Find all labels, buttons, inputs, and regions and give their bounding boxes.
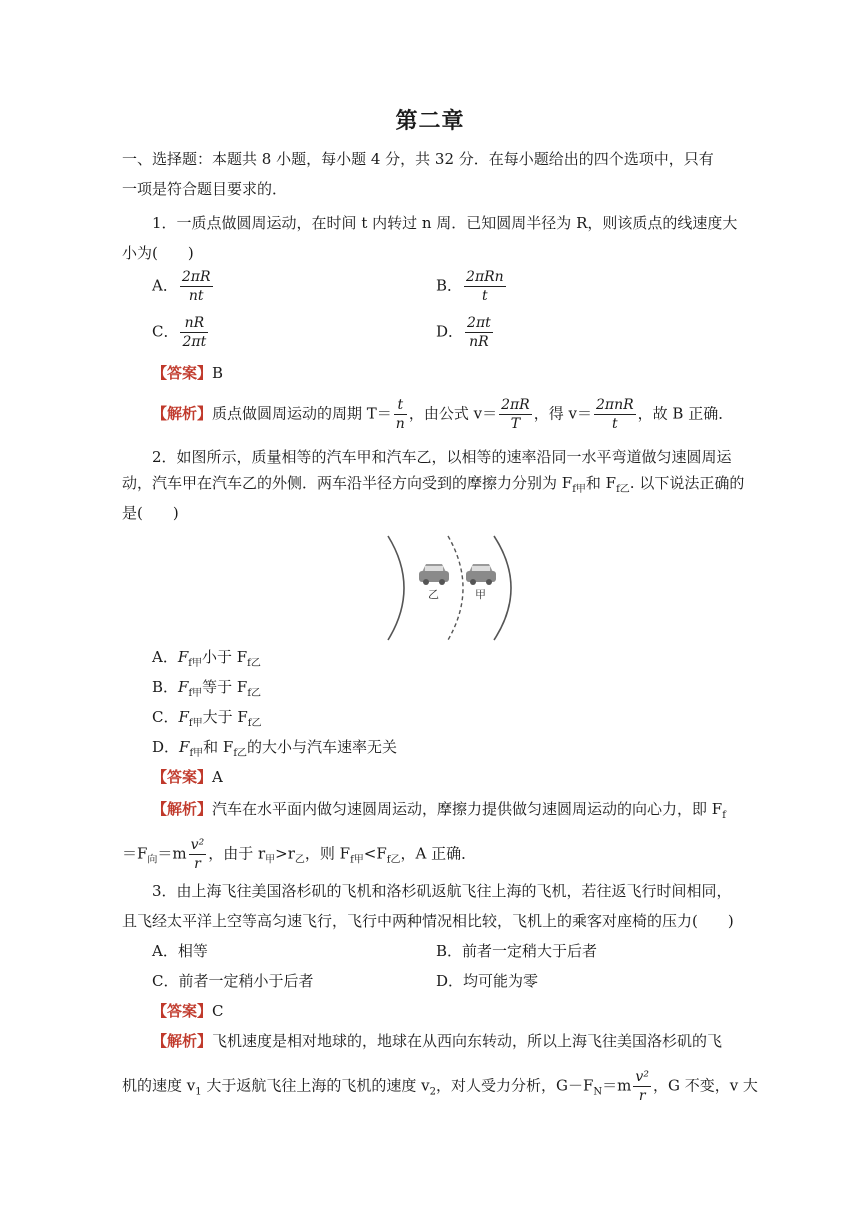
answer-tag: 【答案】	[152, 364, 213, 382]
section-heading-line1: 一、选择题：本题共 8 小题，每小题 4 分，共 32 分．在每小题给出的四个选项中，只有	[122, 150, 714, 168]
analysis-tag: 【解析】	[152, 1032, 213, 1050]
q3-option-a[interactable]: A．相等	[152, 942, 208, 960]
answer-tag: 【答案】	[152, 768, 213, 786]
q2-option-b[interactable]: B．$F_{f甲}$等于 $F_{f乙}$	[152, 678, 262, 699]
q3-answer: 【答案】C	[152, 1002, 224, 1020]
q1-option-d[interactable]: D． $\frac{2\pi t}{nR}$	[436, 315, 491, 350]
car-yi-icon	[419, 564, 449, 585]
q2-stem-line3: 是( )	[122, 504, 179, 522]
outer-road-edge	[494, 536, 511, 640]
q1-option-c[interactable]: C． $\frac{nR}{2\pi t}$	[152, 315, 207, 350]
fraction: $\frac{2\pi R}{nt}$	[181, 269, 211, 304]
q1-analysis: 【解析】质点做圆周运动的周期 T＝ $\frac{t}{n}$ ，由公式 v＝ $\frac{2\pi R}{T}$ ，得 v＝ $\frac{\text{2πnR}}{t}$ ，故 B 正确．	[152, 397, 734, 432]
q3-stem-line1: 3．由上海飞往美国洛杉矶的飞机和洛杉矶返航飞往上海的飞机，若往返飞行时间相同，	[152, 882, 732, 900]
q2-stem-line2: 动，汽车甲在汽车乙的外侧．两车沿半径方向受到的摩擦力分别为 $F_{f甲}$和 $F_{f乙}$. 以下说法正确的	[122, 474, 745, 495]
q3-analysis-line2: 机的速度 $v_1$ 大于返航飞往上海的飞机的速度 $v_2$，对人受力分析，$G-F_N=m$ $\frac{\text{v²}}{r}$ ，G 不变，v 大	[122, 1069, 758, 1104]
fraction: $\frac{2\pi t}{nR}$	[467, 315, 491, 350]
lane-divider	[448, 536, 463, 640]
car-jia-icon	[466, 564, 496, 585]
chapter-title: 第二章	[395, 108, 465, 134]
q2-option-a[interactable]: A．$F_{f甲}$小于 $F_{f乙}$	[152, 648, 261, 669]
q1-stem-line2: 小为( )	[122, 244, 194, 262]
fraction: $\frac{\text{2πRn}}{t}$	[466, 269, 504, 304]
q3-stem-line2: 且飞经太平洋上空等高匀速飞行，飞行中两种情况相比较，飞机上的乘客对座椅的压力( )	[122, 912, 734, 930]
q3-option-d[interactable]: D．均可能为零	[436, 972, 539, 990]
section-heading-line2: 一项是符合题目要求的．	[122, 180, 288, 198]
label-jia: 甲	[475, 588, 486, 601]
answer-tag: 【答案】	[152, 1002, 213, 1020]
q2-option-d[interactable]: D．$F_{f甲}$和 $F_{f乙}$的大小与汽车速率无关	[152, 738, 398, 759]
q2-answer: 【答案】A	[152, 768, 223, 786]
q2-option-c[interactable]: C．$F_{f甲}$大于 $F_{f乙}$	[152, 708, 262, 729]
q1-stem-line1: 1．一质点做圆周运动，在时间 t 内转过 n 周．已知圆周半径为 R，则该质点的线速度大	[152, 214, 738, 232]
q3-analysis-line1: 【解析】飞机速度是相对地球的，地球在从西向东转动，所以上海飞往美国洛杉矶的飞	[152, 1032, 723, 1050]
curve-road-figure	[370, 532, 540, 644]
analysis-tag: 【解析】	[152, 404, 213, 423]
q3-option-b[interactable]: B．前者一定稍大于后者	[436, 942, 598, 960]
q2-analysis-line2: $=F_向=m$ $\frac{\text{v²}}{r}$ ，由于 $r_甲>r_乙$，则 $F_{f甲}<F_{f乙}$，A 正确．	[122, 837, 477, 872]
q1-option-b[interactable]: B． $\frac{\text{2πRn}}{t}$	[436, 269, 504, 304]
label-yi: 乙	[428, 588, 439, 601]
q2-analysis-line1: 【解析】汽车在水平面内做匀速圆周运动，摩擦力提供做匀速圆周运动的向心力，即 $F_f$	[152, 800, 726, 821]
analysis-tag: 【解析】	[152, 800, 213, 818]
q3-option-c[interactable]: C．前者一定稍小于后者	[152, 972, 314, 990]
q2-stem-line1: 2．如图所示，质量相等的汽车甲和汽车乙，以相等的速率沿同一水平弯道做匀速圆周运	[152, 448, 732, 466]
q1-answer: 【答案】B	[152, 364, 224, 382]
fraction: $\frac{nR}{2\pi t}$	[182, 315, 207, 350]
inner-road-edge	[388, 536, 404, 640]
q1-option-a[interactable]: A． $\frac{2\pi R}{nt}$	[152, 269, 211, 304]
